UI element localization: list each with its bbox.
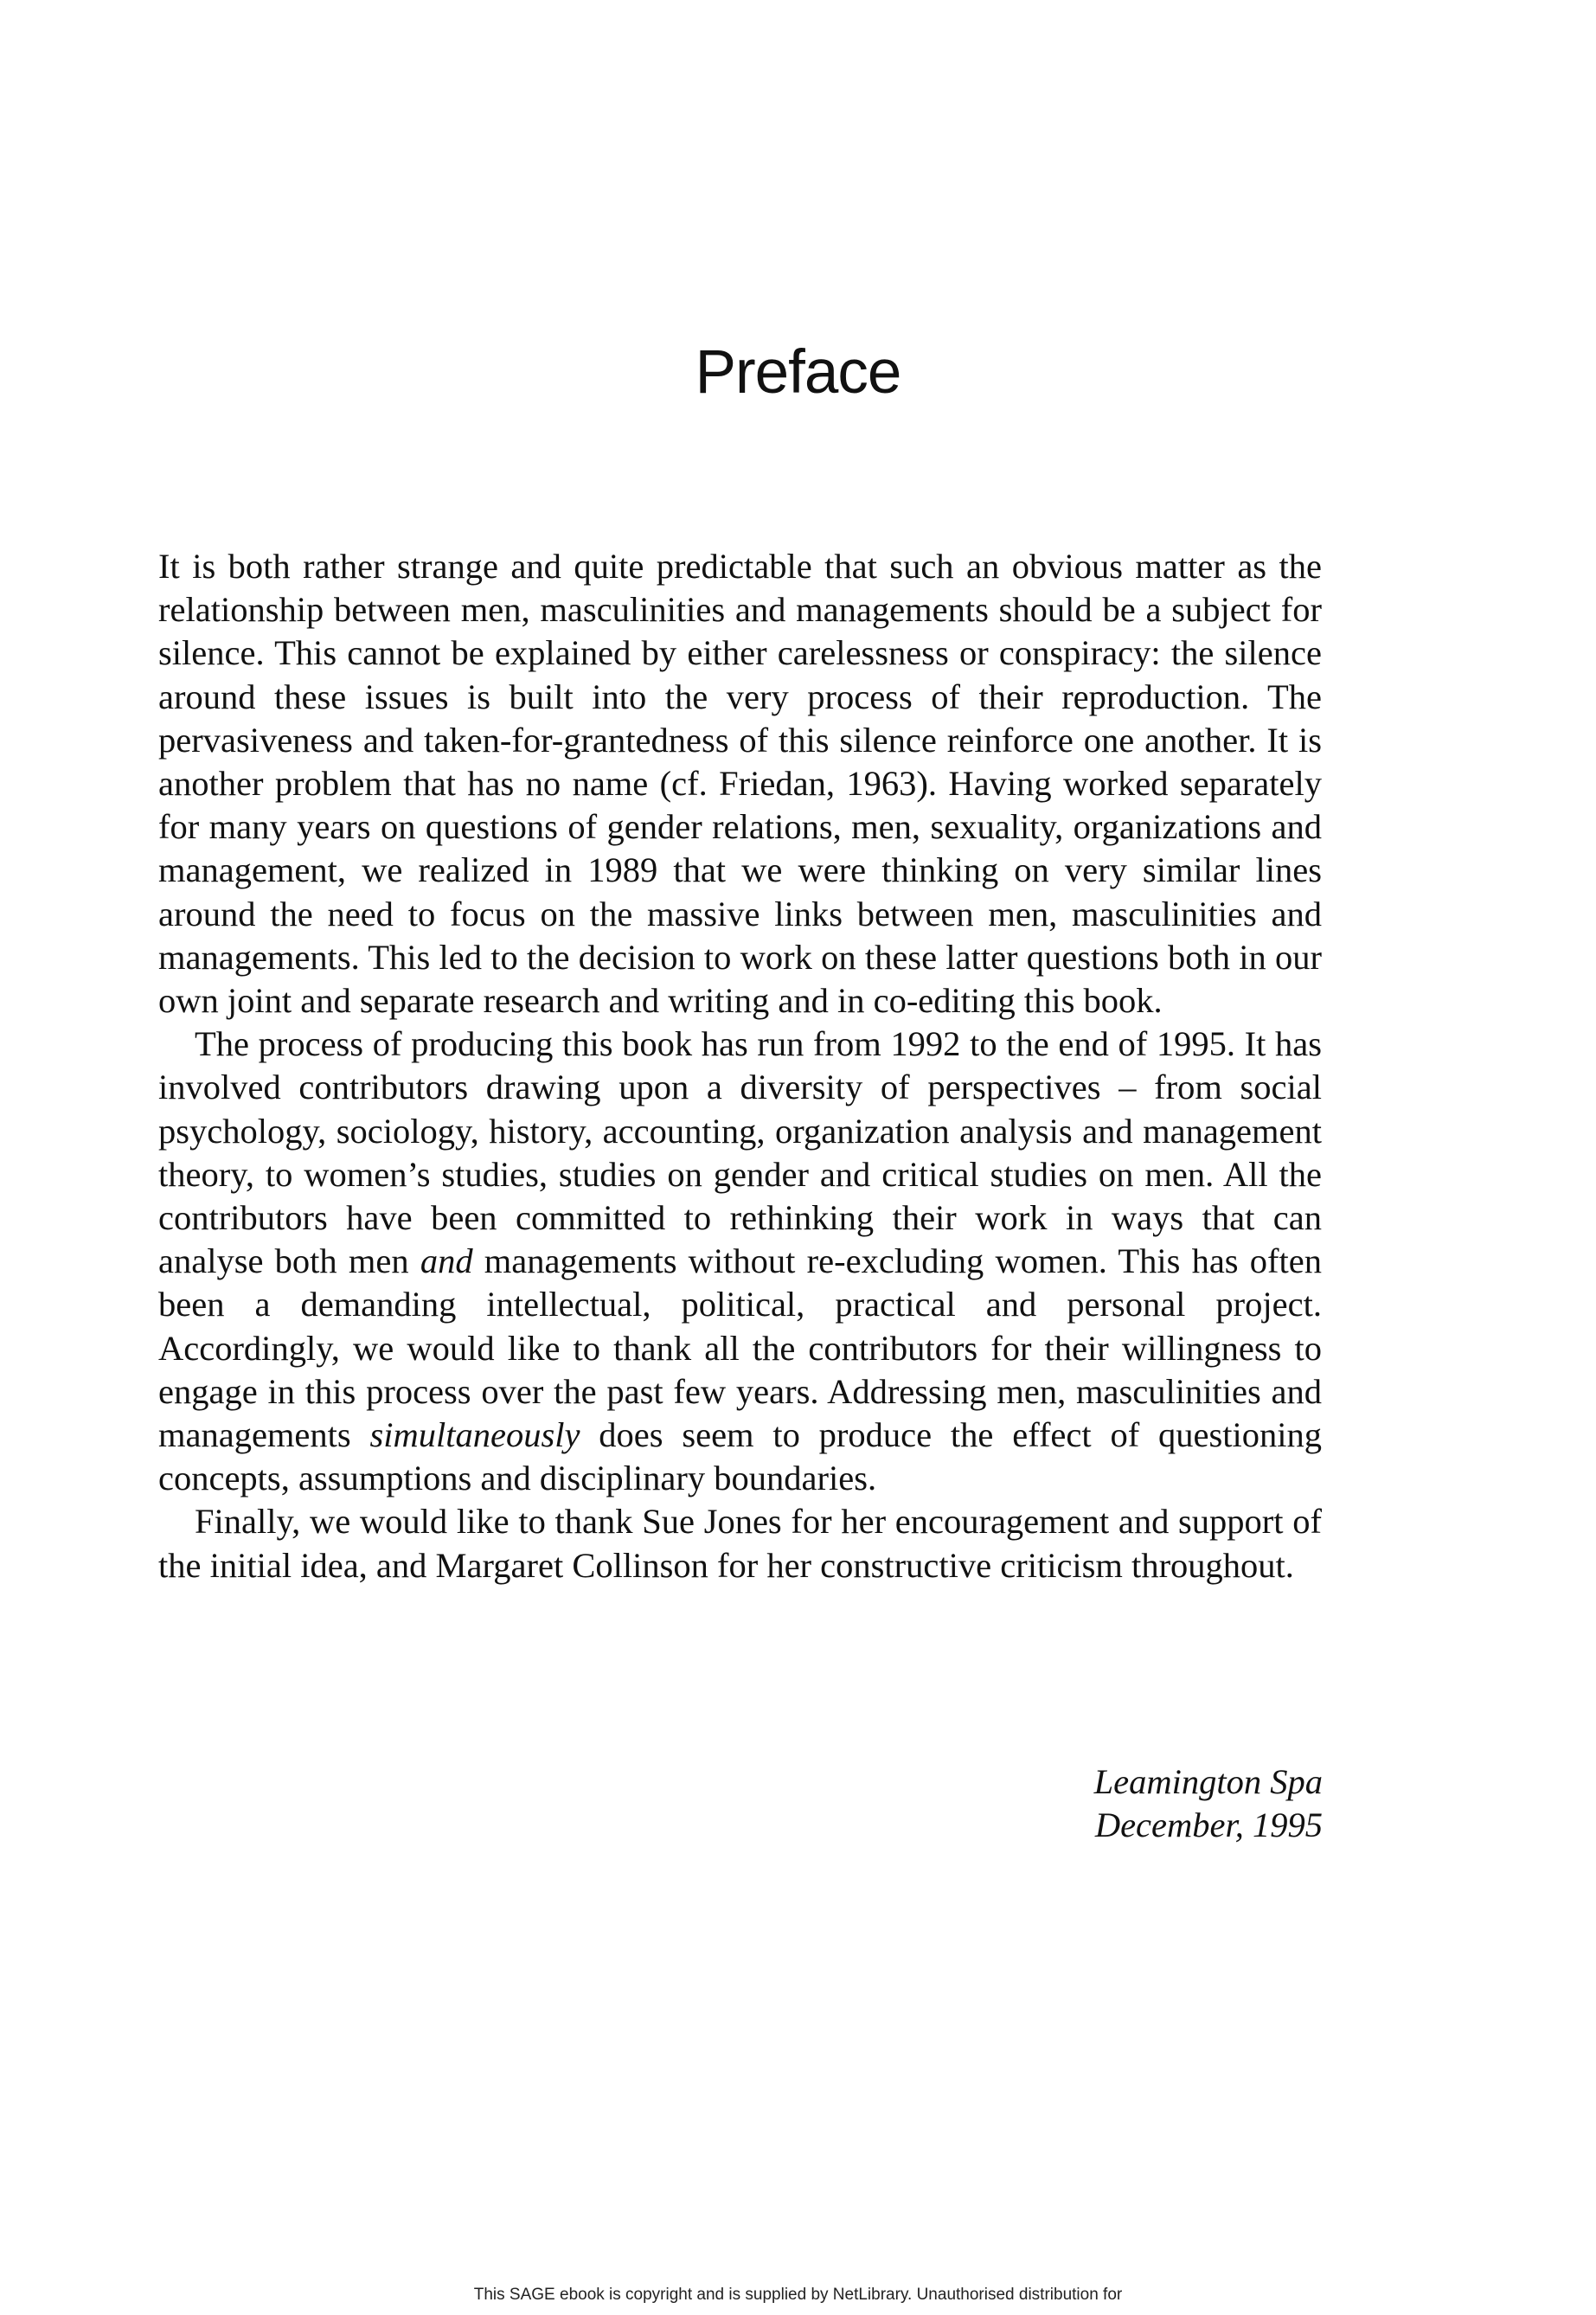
paragraph-2-text-b: managements without re-excluding women. This has often been a demanding intellectual, political, practical and personal project. Accordingly, we would like to thank all the contributors for their willingness to engage in this process over the past few years. Addressing men, masculinities and managements xyxy=(158,1241,1323,1455)
emphasis-simultaneously: simultaneously xyxy=(369,1415,580,1455)
paragraph-2-text-a: The process of producing this book has run from 1992 to the end of 1995. It has involved contributors drawing upon a diversity of perspectives – from social psychology, sociology, history, accounting, organization analysis and management theory, to women’s studies, studies on gender and critical studies on men. All the contributors have been committed to rethinking their work in ways that can analyse both men xyxy=(158,1024,1322,1281)
signature-place: Leamington Spa xyxy=(1093,1762,1323,1801)
signature-block xyxy=(865,1760,1323,1847)
page-title: Preface xyxy=(695,338,901,407)
paragraph-2 xyxy=(158,1023,1322,1500)
preface-body xyxy=(158,545,1322,1587)
signature-date: December, 1995 xyxy=(1094,1805,1323,1844)
paragraph-1: It is both rather strange and quite predictable that such an obvious matter as the relationship between men, masculinities and managements should be a subject for silence. This cannot be explained by either carelessness or conspiracy: the silence around these issues is built into the very process of their reproduction. The pervasiveness and taken-for-grantedness of this silence reinforce one another. It is another problem that has no name (cf. Friedan, 1963). Having worked separately for many years on questions of gender relations, men, sexuality, organizations and management, we realized in 1989 that we were thinking on very similar lines around the need to focus on the massive links between men, masculinities and managements. This led to the decision to work on these latter questions both in our own joint and separate research and writing and in co-editing this book. xyxy=(158,547,1322,1021)
paragraph-3: Finally, we would like to thank Sue Jones for her encouragement and support of the initial idea, and Margaret Collinson for her constructive criticism throughout. xyxy=(158,1502,1322,1585)
paragraph-2-text-c: does seem to produce the effect of questioning concepts, assumptions and disciplinary boundaries. xyxy=(158,1415,1322,1498)
copyright-footer: This SAGE ebook is copyright and is supplied by NetLibrary. Unauthorised distribution for xyxy=(473,2286,1123,2304)
emphasis-and: and xyxy=(420,1241,473,1281)
